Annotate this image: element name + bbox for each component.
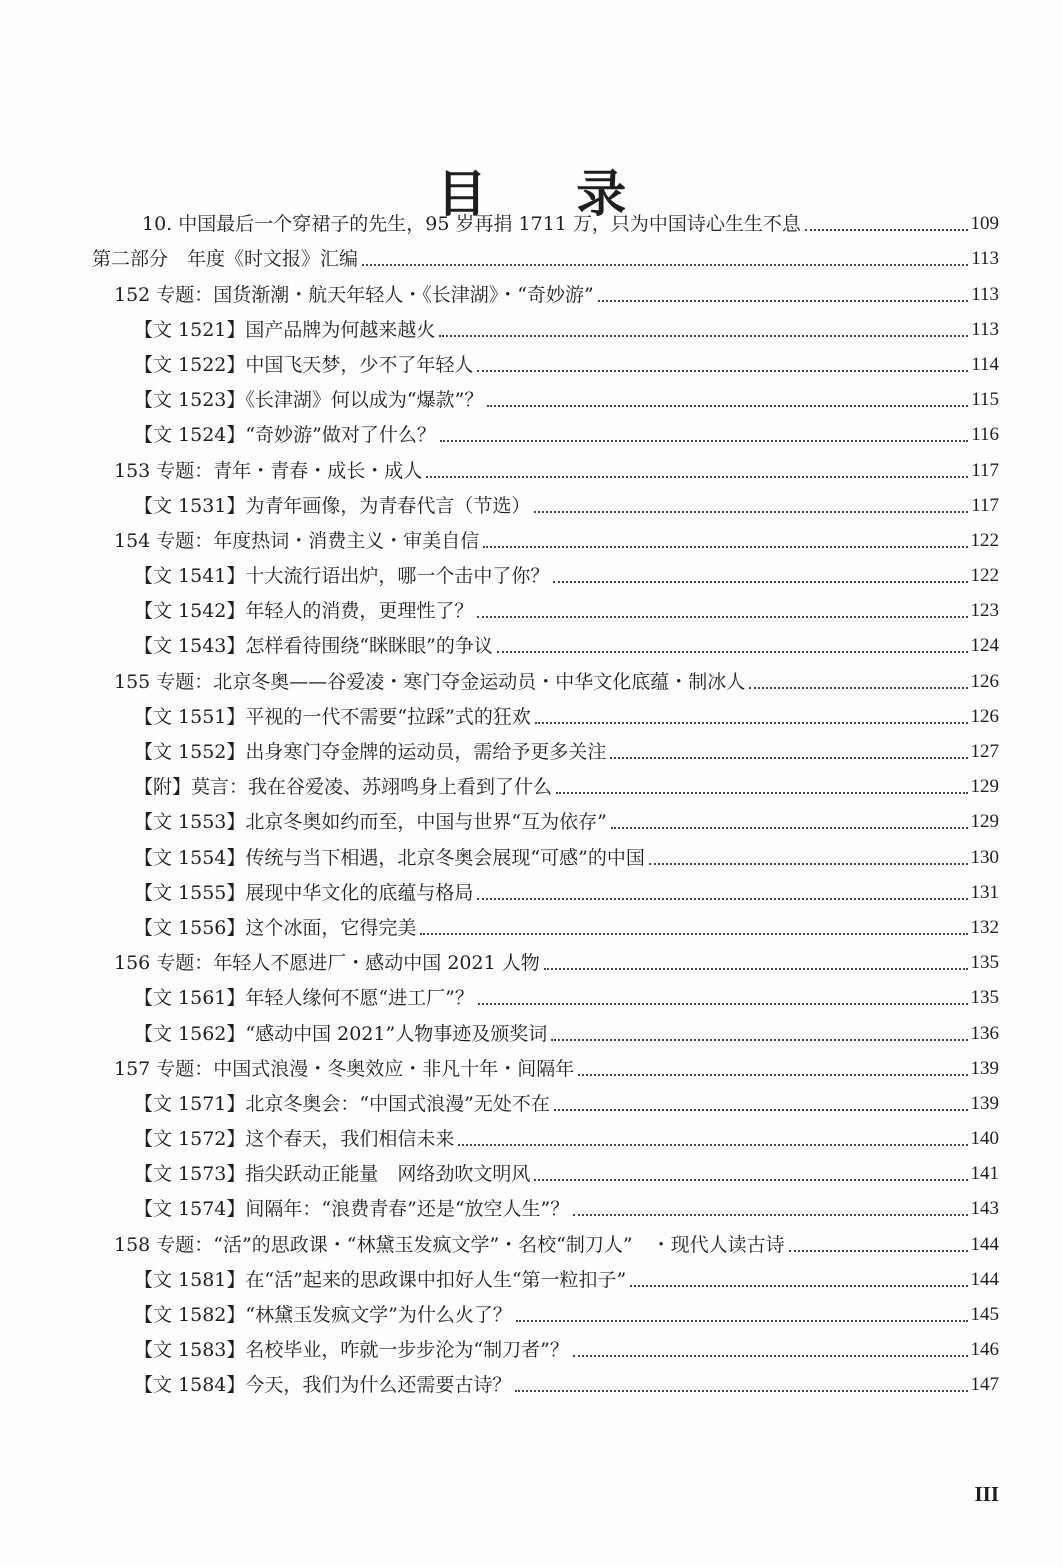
toc-entry-title: 【文 1556】这个冰面，它得完美	[134, 916, 417, 939]
toc-entry-page: 141	[970, 1163, 999, 1185]
toc-entry[interactable]	[0, 1050, 1063, 1085]
toc-entry-title: 【文 1572】这个春天，我们相信未来	[134, 1128, 455, 1151]
toc-entry[interactable]	[0, 1155, 1063, 1190]
dot-leader	[749, 687, 967, 689]
toc-entry-page: 131	[970, 881, 999, 903]
toc-entry-title: 【文 1574】间隔年：“浪费青春”还是“放空人生”？	[134, 1198, 570, 1221]
toc-entry-page: 126	[970, 705, 999, 727]
dot-leader	[420, 933, 967, 935]
toc-entry-title: 【文 1552】出身寒门夺金牌的运动员，需给予更多关注	[134, 741, 607, 763]
toc-entry[interactable]	[0, 627, 1063, 662]
toc-entry-page: 124	[970, 635, 999, 657]
toc-entry-page: 140	[970, 1128, 999, 1150]
dot-leader	[789, 1250, 968, 1252]
toc-entry[interactable]	[0, 592, 1063, 627]
toc-entry-title: 【文 1561】年轻人缘何不愿“进工厂”？	[134, 987, 474, 1010]
dot-leader	[535, 722, 968, 724]
toc-entry-title: 【文 1553】北京冬奥如约而至，中国与世界“互为依存”	[134, 811, 607, 834]
toc-entry-page: 146	[970, 1339, 999, 1361]
dot-leader	[516, 1320, 968, 1322]
toc-entry-page: 122	[970, 565, 999, 587]
dot-leader	[573, 1214, 967, 1216]
dot-leader	[497, 651, 968, 653]
toc-entry-title: 【文 1573】指尖跃动正能量 网络劲吹文明风	[134, 1163, 531, 1186]
toc-entry[interactable]	[0, 487, 1063, 522]
toc-entry[interactable]	[0, 1296, 1063, 1331]
toc-entry-page: 116	[971, 424, 999, 446]
toc-entry-title: 155 专题：北京冬奥——谷爱凌・寒门夺金运动员・中华文化底蕴・制冰人	[114, 670, 746, 693]
toc-entry[interactable]	[0, 803, 1063, 838]
toc-entry-page: 135	[970, 987, 999, 1009]
toc-entry-title: 第二部分 年度《时文报》汇编	[92, 248, 359, 271]
dot-leader	[458, 1144, 967, 1146]
dot-leader	[611, 827, 968, 829]
dot-leader	[556, 792, 967, 794]
toc-entry-page: 113	[971, 318, 999, 340]
dot-leader	[362, 264, 968, 266]
toc-entry-title: 【文 1531】为青年画像，为青春代言（节选）	[134, 494, 531, 517]
dot-leader	[477, 616, 967, 618]
toc-entry-page: 130	[970, 846, 999, 868]
toc-entry[interactable]	[0, 662, 1063, 697]
page-folio: III	[974, 1482, 999, 1506]
dot-leader	[439, 335, 968, 337]
toc-entry-title: 154 专题：年度热词・消费主义・审美自信	[114, 529, 480, 552]
toc-entry-title: 【文 1523】《长津湖》何以成为“爆款”？	[134, 389, 484, 412]
toc-entry[interactable]	[0, 768, 1063, 803]
toc-entry[interactable]	[0, 275, 1063, 310]
toc-entry[interactable]	[0, 1120, 1063, 1155]
toc-entry[interactable]	[0, 1366, 1063, 1401]
toc-entry-title: 【文 1582】“林黛玉发疯文学”为什么火了？	[134, 1304, 512, 1326]
toc-entry[interactable]	[0, 1014, 1063, 1049]
toc-entry[interactable]	[0, 416, 1063, 451]
toc-entry-title: 【文 1521】国产品牌为何越来越火	[134, 318, 436, 341]
toc-entry-page: 123	[970, 600, 999, 622]
dot-leader	[483, 546, 967, 548]
toc-entry-page: 132	[970, 916, 999, 938]
toc-entry-title: 【文 1581】在“活”起来的思政课中扣好人生“第一粒扣子”	[134, 1268, 627, 1291]
dot-leader	[440, 440, 968, 442]
dot-leader	[487, 405, 968, 407]
dot-leader	[610, 757, 967, 759]
toc-entry-title: 10. 中国最后一个穿裙子的先生，95 岁再捐 1711 万，只为中国诗心生生不息	[142, 213, 801, 236]
toc-entry-page: 144	[970, 1233, 999, 1255]
toc-entry-title: 【文 1541】十大流行语出炉，哪一个击中了你？	[134, 565, 550, 588]
dot-leader	[805, 229, 968, 231]
toc-entry-page: 129	[970, 776, 999, 798]
toc-entry-page: 147	[970, 1374, 999, 1396]
toc-entry[interactable]	[0, 311, 1063, 346]
dot-leader	[554, 1109, 968, 1111]
toc-entry-title: 【文 1555】展现中华文化的底蕴与格局	[134, 881, 474, 904]
toc-entry-title: 【文 1571】北京冬奥会：“中国式浪漫”无处不在	[134, 1092, 550, 1115]
toc-entry-title: 158 专题：“活”的思政课・“林黛玉发疯文学”・名校“制刀人” ・现代人读古诗	[114, 1233, 785, 1256]
toc-entry-page: 115	[971, 389, 999, 411]
toc-entry[interactable]	[0, 1190, 1063, 1225]
toc-entry-page: 145	[970, 1304, 999, 1325]
toc-entry-title: 【文 1584】今天，我们为什么还需要古诗？	[134, 1374, 512, 1397]
toc-entry-title: 【文 1562】“感动中国 2021”人物事迹及颁奖词	[134, 1022, 548, 1045]
toc-entry[interactable]	[0, 944, 1063, 979]
toc-entry-title: 【文 1524】“奇妙游”做对了什么？	[134, 424, 436, 447]
toc-entry-page: 117	[971, 459, 999, 481]
toc-entry[interactable]	[0, 733, 1063, 768]
dot-leader	[478, 1003, 968, 1005]
toc-entry-page: 109	[970, 213, 999, 235]
dot-leader	[544, 968, 968, 970]
toc-entry-page: 114	[971, 353, 999, 375]
toc-entry-page: 143	[970, 1198, 999, 1220]
dot-leader	[630, 1285, 967, 1287]
dot-leader	[477, 898, 967, 900]
toc-entry-page: 113	[971, 283, 999, 305]
toc-entry[interactable]	[0, 557, 1063, 592]
toc-entry-page: 139	[970, 1092, 999, 1114]
toc-entry[interactable]	[0, 979, 1063, 1014]
toc-entry-page: 144	[970, 1268, 999, 1290]
toc-entry-page: 129	[970, 811, 999, 833]
dot-leader	[534, 1179, 967, 1181]
toc-entry-page: 117	[971, 494, 999, 516]
toc-entry[interactable]	[0, 874, 1063, 909]
toc-entry-page: 136	[970, 1022, 999, 1044]
toc-entry[interactable]	[0, 451, 1063, 486]
toc-entry-title: 152 专题：国货渐潮・航天年轻人・《长津湖》・“奇妙游”	[114, 283, 594, 306]
dot-leader	[426, 476, 968, 478]
dot-leader	[573, 1355, 968, 1357]
toc-entry-page: 122	[970, 529, 999, 551]
toc-entry[interactable]	[0, 698, 1063, 733]
toc-entry[interactable]	[0, 1085, 1063, 1120]
toc-entry-title: 157 专题：中国式浪漫・冬奥效应・非凡十年・间隔年	[114, 1057, 575, 1080]
toc-entry-title: 【文 1543】怎样看待围绕“眯眯眼”的争议	[134, 635, 493, 658]
toc-entry-title: 156 专题：年轻人不愿进厂・感动中国 2021 人物	[114, 952, 540, 975]
toc-entry[interactable]	[0, 1261, 1063, 1296]
toc-entry-title: 【文 1522】中国飞天梦，少不了年轻人	[134, 353, 474, 376]
toc-entry-title: 【附】莫言：我在谷爱凌、苏翊鸣身上看到了什么	[134, 776, 553, 799]
toc-entry[interactable]	[0, 838, 1063, 873]
toc-entry[interactable]	[0, 346, 1063, 381]
toc-entry-title: 【文 1554】传统与当下相遇，北京冬奥会展现“可感”的中国	[134, 846, 645, 869]
dot-leader	[551, 1039, 967, 1041]
page-title: 目 录	[436, 163, 663, 223]
toc-entry[interactable]	[0, 909, 1063, 944]
toc-entry-title: 【文 1583】名校毕业，咋就一步步沦为“制刀者”？	[134, 1339, 569, 1362]
toc-entry-page: 139	[970, 1057, 999, 1079]
toc-entry[interactable]	[0, 1331, 1063, 1366]
dot-leader	[598, 300, 968, 302]
toc-entry-title: 【文 1551】平视的一代不需要“拉踩”式的狂欢	[134, 705, 531, 728]
dot-leader	[578, 1074, 967, 1076]
dot-leader	[515, 1390, 967, 1392]
toc-entry[interactable]	[0, 240, 1063, 275]
table-of-contents	[0, 205, 1063, 1401]
dot-leader	[553, 581, 967, 583]
toc-entry-title: 153 专题：青年・青春・成长・成人	[114, 459, 423, 482]
toc-entry-page: 126	[970, 670, 999, 692]
toc-entry[interactable]	[0, 205, 1063, 240]
dot-leader	[477, 370, 968, 372]
toc-entry-page: 135	[970, 952, 999, 974]
dot-leader	[534, 511, 968, 513]
toc-entry[interactable]	[0, 381, 1063, 416]
toc-entry-page: 113	[971, 248, 999, 270]
dot-leader	[649, 863, 968, 865]
toc-entry-title: 【文 1542】年轻人的消费，更理性了？	[134, 600, 474, 623]
toc-entry[interactable]	[0, 522, 1063, 557]
toc-entry-page: 127	[970, 741, 999, 762]
toc-entry[interactable]	[0, 1225, 1063, 1260]
